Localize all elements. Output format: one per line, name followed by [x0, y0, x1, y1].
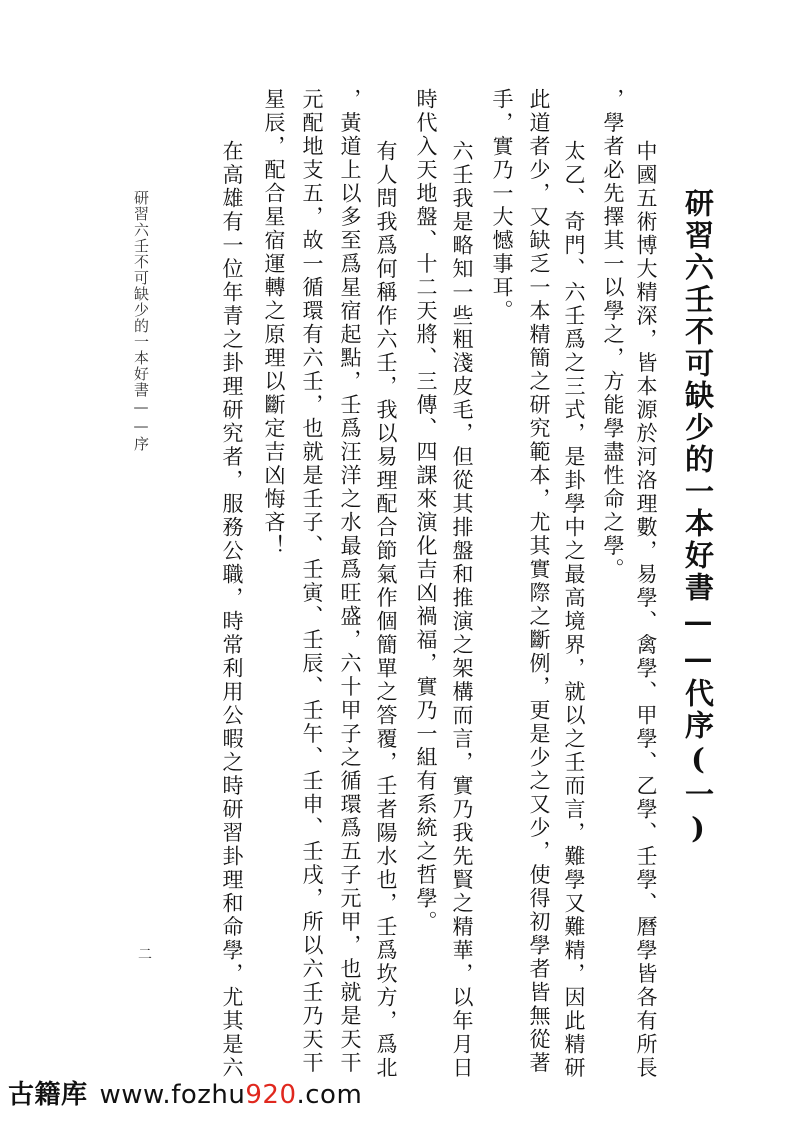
page-number: 二: [138, 947, 152, 963]
text-column: 中國五術博大精深，皆本源於河洛理數，易學、禽學、甲學、乙學、壬學、曆學皆各有所長: [634, 140, 658, 1080]
text-column: 有人問我爲何稱作六壬，我以易理配合節氣作個簡單之答覆，壬者陽水也，壬爲坎方，爲北: [374, 140, 398, 1080]
text-column: 星辰，配合星宿運轉之原理以斷定吉凶悔吝！: [262, 88, 286, 558]
text-column: ，黃道上以多至爲星宿起點，壬爲汪洋之水最爲旺盛，六十甲子之循環爲五子元甲，也就是天干: [338, 88, 362, 1075]
text-column: 六壬我是略知一些粗淺皮毛，但從其排盤和推演之架構而言，實乃我先賢之精華，以年月日: [450, 140, 474, 1080]
text-column: 手，實乃一大憾事耳。: [490, 88, 514, 323]
text-column: 此道者少，又缺乏一本精簡之研究範本，尤其實際之斷例，更是少之又少，使得初學者皆無從著: [527, 88, 551, 1075]
text-column: 元配地支五，故一循環有六壬，也就是壬子、壬寅、壬辰、壬午、壬申、壬戌，所以六壬乃天干: [300, 88, 324, 1075]
page-title: 研習六壬不可缺少的一本好書——代序(一): [681, 188, 715, 848]
text-column: 時代入天地盤、十二天將、三傳、四課來演化吉凶禍福，實乃一組有系統之哲學。: [414, 88, 438, 934]
watermark-site-name: 古籍库: [8, 1080, 88, 1110]
running-footer: 研習六壬不可缺少的一本好書——序: [132, 190, 150, 452]
watermark: [8, 1074, 362, 1111]
text-column: 太乙、奇門、六壬爲之三式，是卦學中之最高境界，就以之壬而言，難學又難精，因此精研: [562, 140, 586, 1080]
watermark-url-accent: 920: [245, 1080, 297, 1110]
text-column: 在高雄有一位年青之卦理研究者，服務公職，時常利用公暇之時研習卦理和命學，尤其是六: [220, 140, 244, 1080]
watermark-url-prefix: www.fozhu: [99, 1080, 246, 1110]
watermark-url-suffix: .com: [296, 1080, 363, 1110]
text-column: ，學者必先擇其一以學之，方能學盡性命之學。: [601, 88, 625, 582]
